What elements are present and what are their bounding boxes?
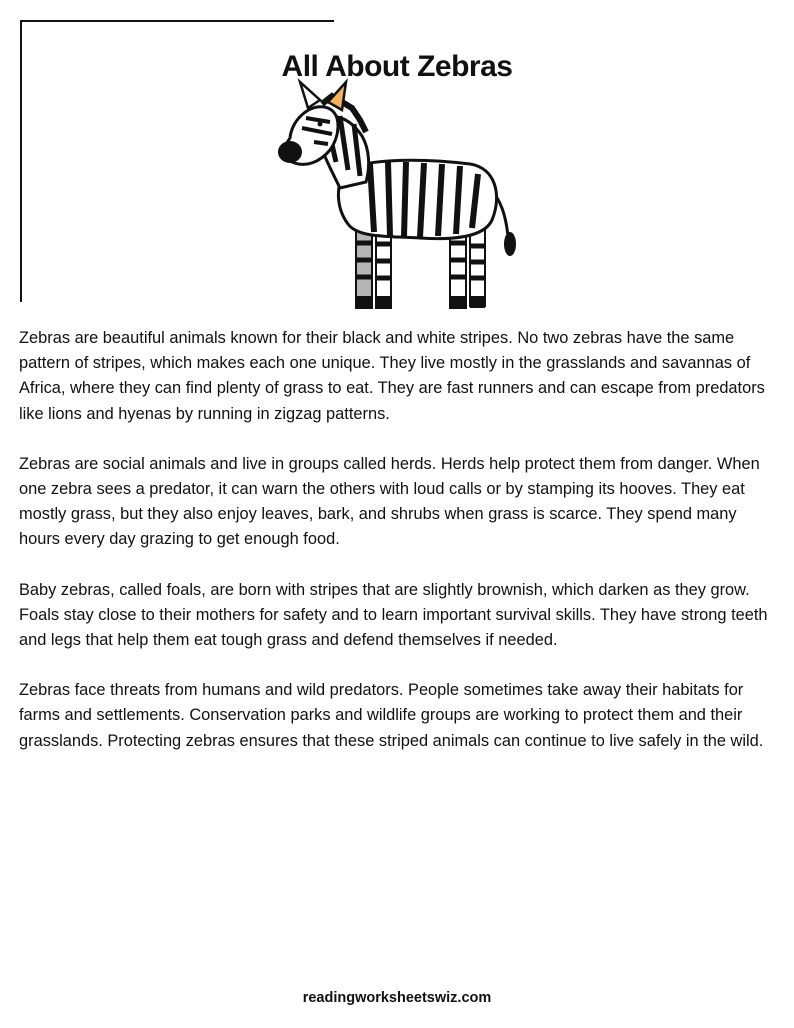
- page-title: All About Zebras: [281, 50, 513, 84]
- article-body: [19, 326, 779, 779]
- zebra-icon: [270, 78, 530, 318]
- paragraph: Zebras are social animals and live in groups called herds. Herds help protect them from danger. When one zebra sees a predator, it can warn the others with loud calls or by stamping its hooves. They eat mostly grass, but they also enjoy leaves, bark, and shrubs when grass is scarce. They spend many hours every day grazing to get enough food.: [19, 454, 760, 549]
- footer-website: readingworksheetswiz.com: [302, 990, 492, 1006]
- paragraph: Baby zebras, called foals, are born with stripes that are slightly brownish, which darken as they grow. Foals stay close to their mothers for safety and to learn important survival skills. They have strong teeth and legs that help them eat tough grass and defend themselves if needed.: [19, 580, 768, 650]
- paragraph: Zebras are beautiful animals known for their black and white stripes. No two zebras have the same pattern of stripes, which makes each one unique. They live mostly in the grasslands and savannas of Africa, where they can find plenty of grass to eat. They are fast runners and can escape from predators like lions and hyenas by running in zigzag patterns.: [19, 329, 765, 423]
- paragraph: Zebras face threats from humans and wild predators. People sometimes take away their habitats for farms and settlements. Conservation parks and wildlife groups are working to protect them and their grasslands. Protecting zebras ensures that these striped animals can continue to live safely in the wild.: [19, 681, 764, 750]
